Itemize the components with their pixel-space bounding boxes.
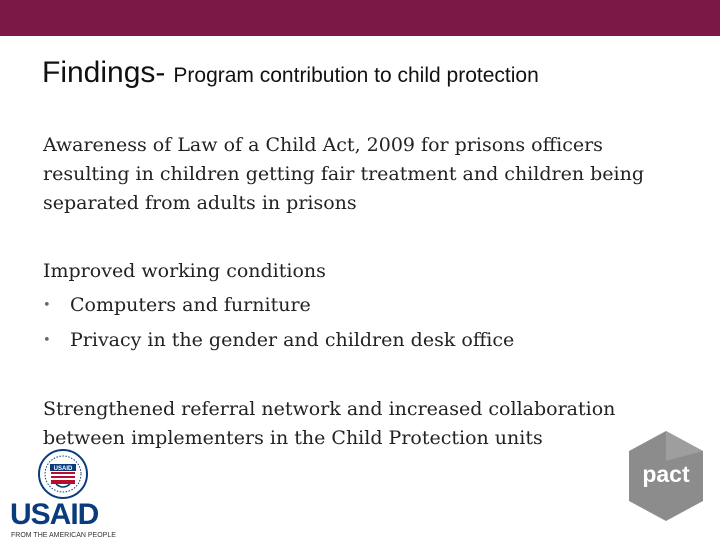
finding-working-conditions: Improved working conditions [43,260,326,282]
usaid-tagline: FROM THE AMERICAN PEOPLE [11,532,116,539]
top-bar [0,0,720,36]
bullet-text: Computers and furniture [70,294,311,316]
list-item [43,326,514,361]
list-item [43,291,514,326]
working-conditions-list [43,291,514,361]
bullet-icon: • [43,333,51,348]
slide-title [42,56,539,90]
finding-referral-network: Strengthened referral network and increased collaboration between implementers in the Child Protection units [43,398,616,449]
usaid-seal-icon [37,448,89,500]
finding-awareness: Awareness of Law of a Child Act, 2009 for prisons officers resulting in children getting fair treatment and children being separated from adults in prisons [43,134,644,214]
bullet-text: Privacy in the gender and children desk office [70,329,515,351]
pact-logo [627,431,705,521]
usaid-logo [10,500,98,530]
title-main: Findings- [42,56,166,89]
title-subtitle: Program contribution to child protection [173,64,539,87]
usaid-seal-text: USAID [53,466,73,472]
pact-wordmark: pact [642,461,690,487]
usaid-wordmark: USAID [10,498,99,531]
bullet-icon: • [43,298,51,313]
